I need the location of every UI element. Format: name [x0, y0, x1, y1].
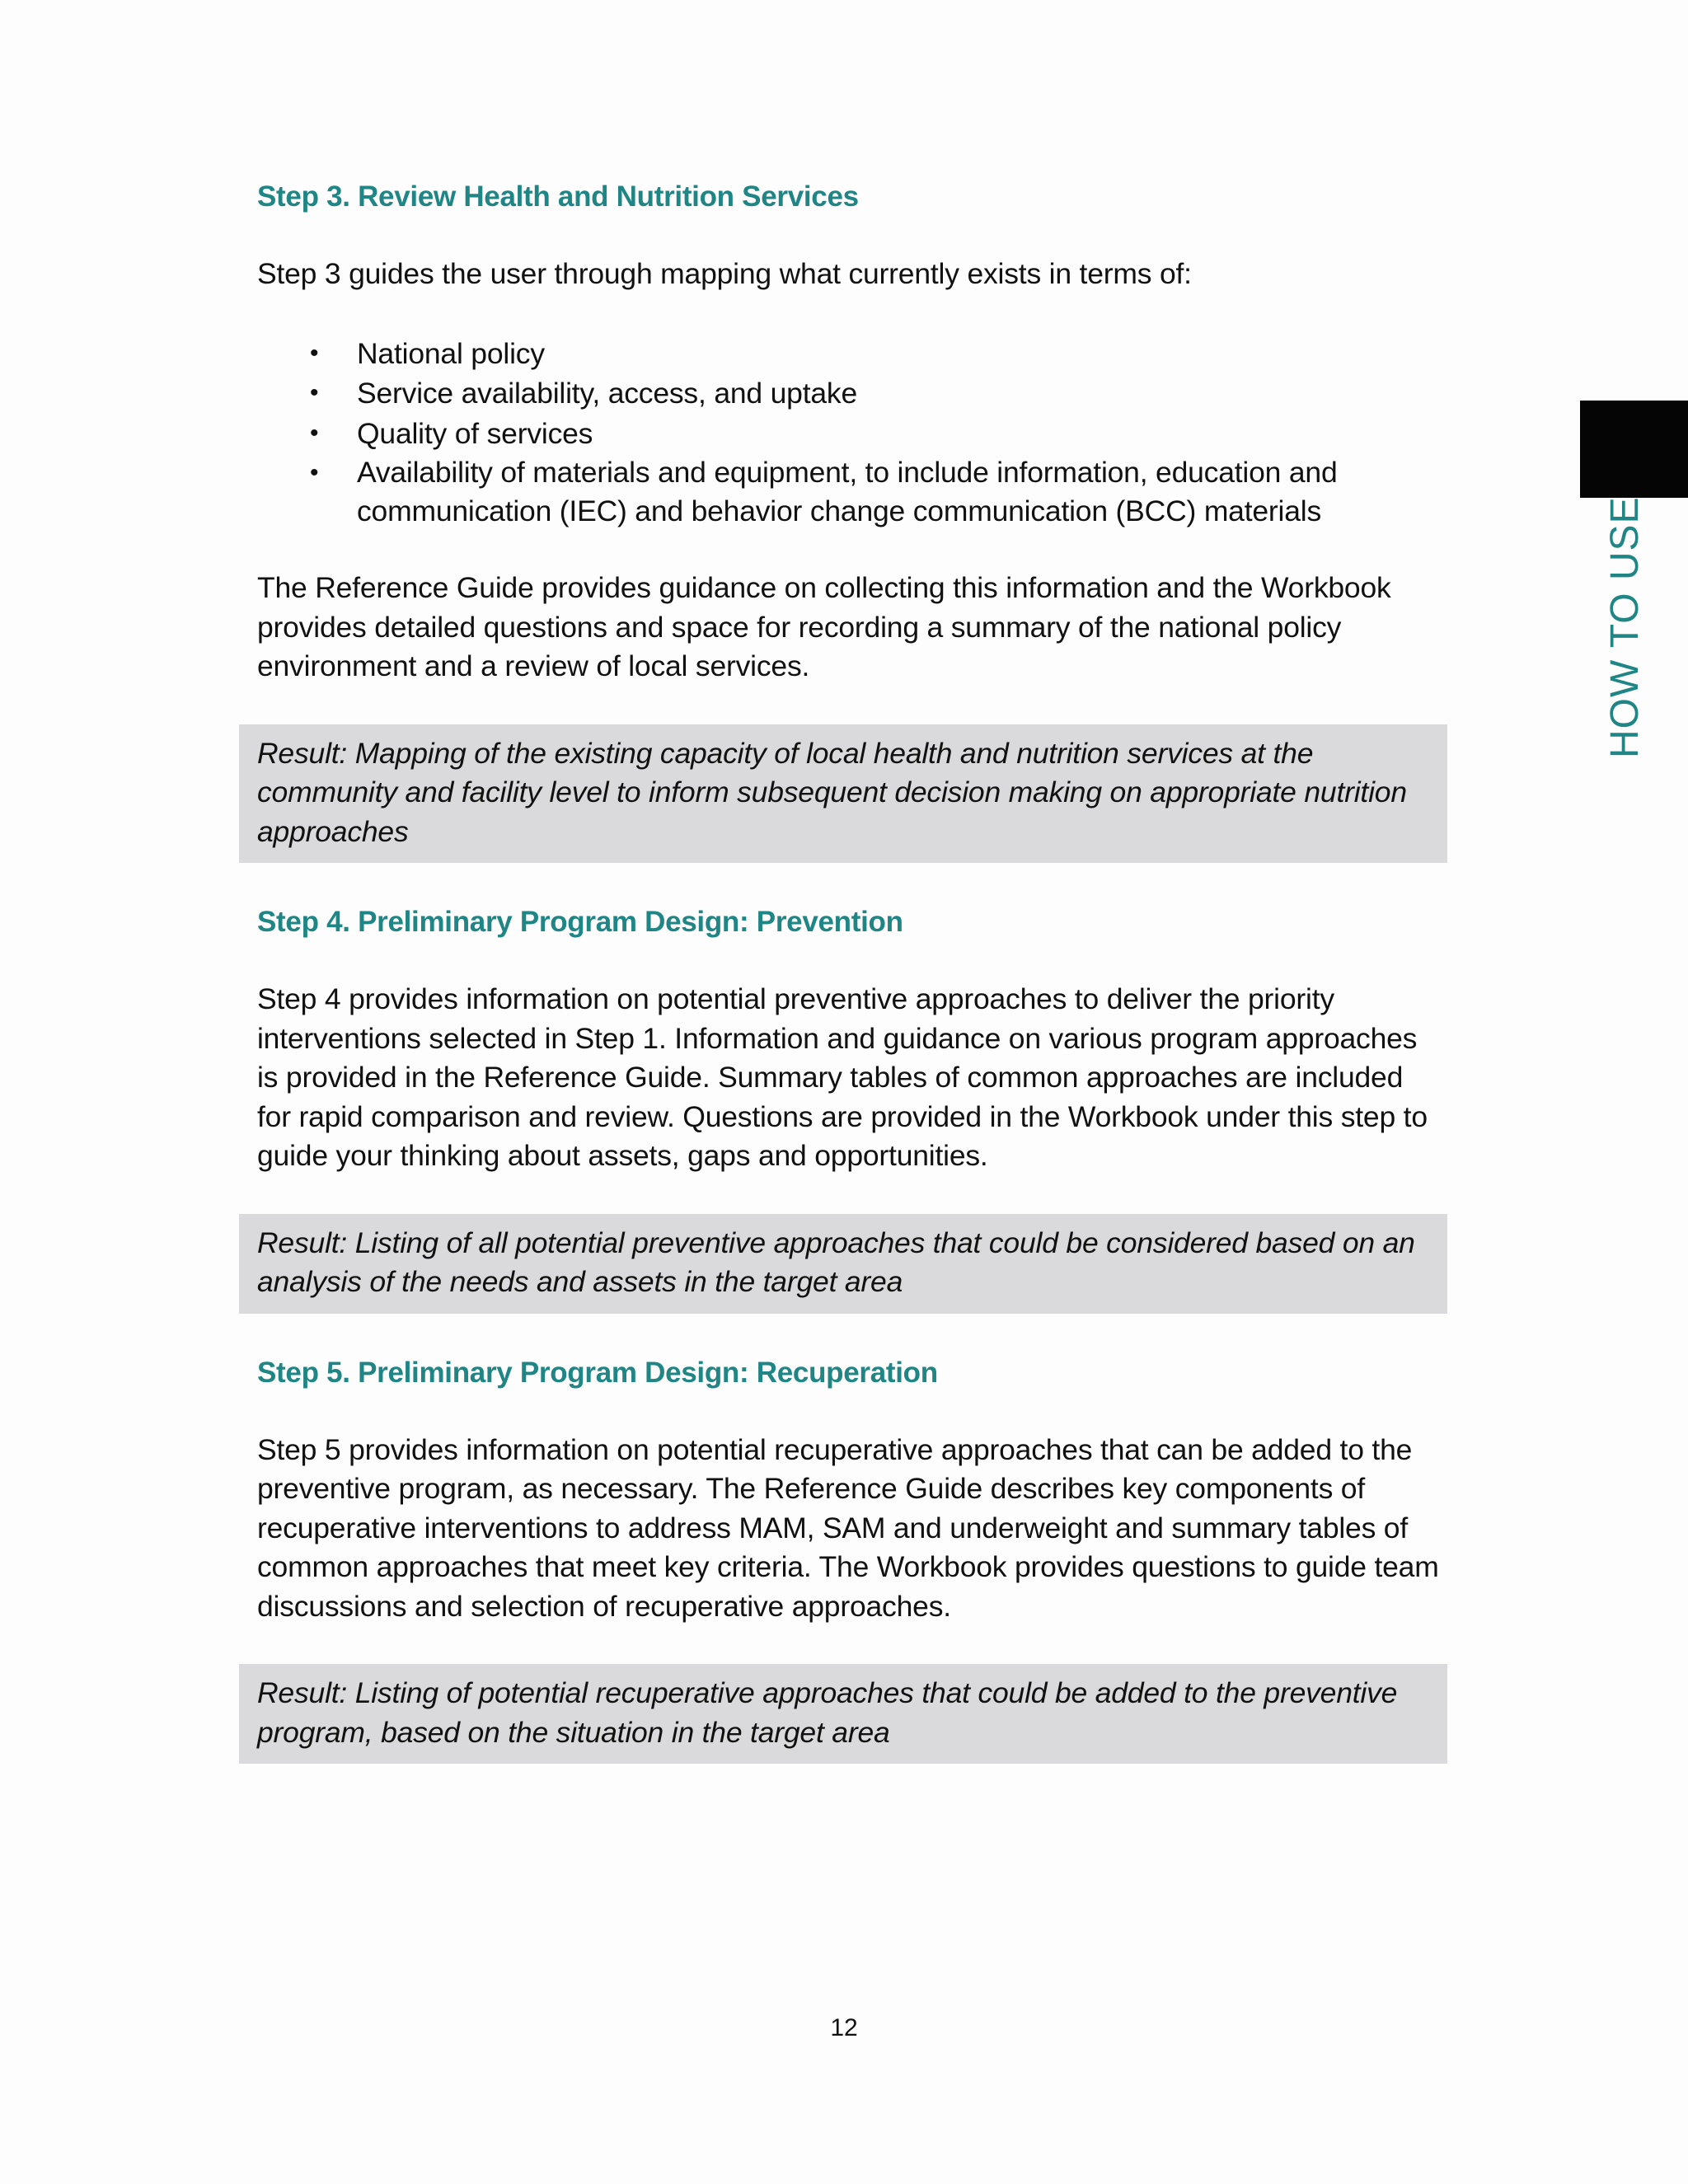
step3-result-text: Result: Mapping of the existing capacity of local health and nutrition services at the community and facility level to inform subsequent decision making on appropriate nutrition approaches	[257, 736, 1407, 848]
step3-body: The Reference Guide provides guidance on collecting this information and the Workbook provides detailed questions and space for recording a summary of the national policy environment and a review of local services.	[257, 571, 1391, 682]
main-content	[257, 177, 1444, 1764]
list-item: • National policy	[257, 334, 1444, 374]
bullet-icon: •	[310, 459, 319, 486]
step4-heading: Step 4. Preliminary Program Design: Prevention	[257, 906, 903, 938]
list-item: • Availability of materials and equipment, to include information, education and communication (IEC) and behavior change communication (BCC) materials	[257, 453, 1444, 531]
step5-result-box	[239, 1664, 1447, 1764]
page-number: 12	[830, 2014, 858, 2041]
bullet-icon: •	[310, 339, 319, 367]
step3-intro: Step 3 guides the user through mapping what currently exists in terms of:	[257, 257, 1192, 290]
bullet-icon: •	[310, 419, 319, 447]
step4-body: Step 4 provides information on potential preventive approaches to deliver the priority interventions selected in Step 1. Information and guidance on various program approaches is provided in the Reference Guide. Summary tables of common approaches are included for rapid comparison and review. Questions are provided in the Workbook under this step to guide your thinking about assets, gaps and opportunities.	[257, 982, 1428, 1172]
step3-result-box	[239, 724, 1447, 864]
step5-result-text: Result: Listing of potential recuperative approaches that could be added to the preventive program, based on the situation in the target area	[257, 1676, 1398, 1749]
list-item: • Quality of services	[257, 414, 1444, 454]
step4-result-box	[239, 1214, 1447, 1314]
section-tab-marker	[1580, 401, 1688, 498]
bullet-icon: •	[310, 379, 319, 406]
step4-result-text: Result: Listing of all potential preventive approaches that could be considered based on an analysis of the needs and assets in the target area	[257, 1226, 1415, 1298]
step5-body: Step 5 provides information on potential recuperative approaches that can be added to the preventive program, as necessary. The Reference Guide describes key components of recuperative interventions to address MAM, SAM and underweight and summary tables of common approaches that meet key criteria. The Workbook provides questions to guide team discussions and selection of recuperative approaches.	[257, 1432, 1439, 1623]
list-item: • Service availability, access, and uptake	[257, 373, 1444, 414]
step5-heading: Step 5. Preliminary Program Design: Recuperation	[257, 1356, 938, 1389]
section-side-label: HOW TO USE	[1603, 496, 1647, 758]
step3-bullet-list	[257, 334, 1444, 532]
step3-heading: Step 3. Review Health and Nutrition Services	[257, 180, 859, 213]
